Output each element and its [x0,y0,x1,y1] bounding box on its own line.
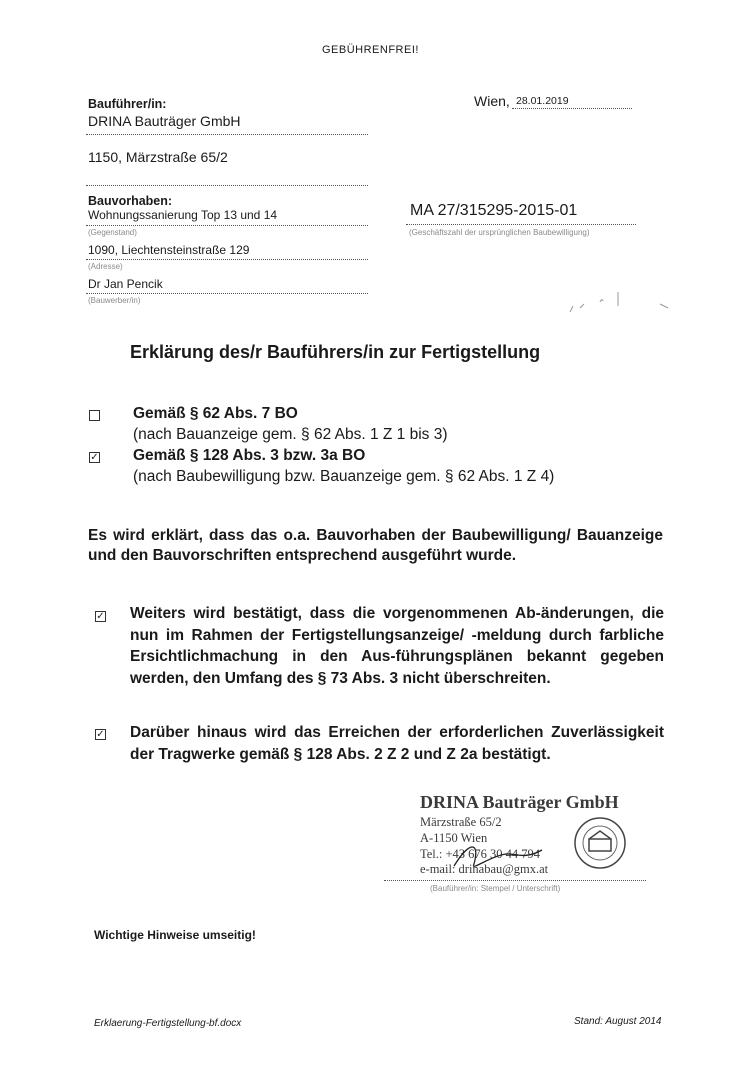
place-city: Wien, [474,93,510,109]
builder-address: 1150, Märzstraße 65/2 [88,149,228,165]
signature-caption: (Bauführer/in: Stempel / Unterschrift) [430,884,561,893]
stamp-city: A-1150 Wien [420,831,488,845]
project-address-line [86,259,368,260]
document-title: Erklärung des/r Bauführers/in zur Fertigstellung [130,342,541,362]
file-number-line [406,224,636,225]
important-notice: Wichtige Hinweise umseitig! [94,928,256,942]
signature-scribble [450,836,550,876]
builder-address-line [86,185,368,186]
declaration-text: Es wird erklärt, dass das o.a. Bauvorhaben der Baubewilligung/ Bauanzeige und den Bauvorschriften entsprechend ausgeführt wurde. [88,527,663,564]
stamp-company: DRINA Bauträger GmbH [420,792,619,812]
project-subject: Wohnungssanierung Top 13 und 14 [88,208,278,222]
stamp-phone: Tel.: +43 676 30 44 794 [420,847,541,861]
option-128-checkbox[interactable]: ✓ [90,452,99,463]
project-address-caption: (Adresse) [88,262,123,271]
project-label: Bauvorhaben: [88,194,173,208]
project-subject-line [86,225,368,226]
confirmation-2-text: Darüber hinaus wird das Erreichen der erforderlichen Zuverlässigkeit der Tragwerke gemäß § 128 Abs. 2 Z 2 und Z 2a bestätigt. [130,724,664,763]
option-128-title: Gemäß § 128 Abs. 3 bzw. 3a BO [133,447,366,464]
stamp-logo [572,815,628,871]
project-subject-caption: (Gegenstand) [88,228,137,237]
place-date: 28.01.2019 [516,95,569,107]
pen-marks [560,282,680,322]
confirmation-1-text: Weiters wird bestätigt, dass die vorgenommenen Ab-änderungen, die nun im Rahmen der Fertigstellungsanzeige/ -meldung durch farbliche Ersichtlichmachung in den Aus-führungsplänen bekannt gegeben werden, den Umfang des § 73 Abs. 3 nicht überschreiten. [130,605,664,687]
footer-filename: Erklaerung-Fertigstellung-bf.docx [94,1018,242,1029]
option-62-detail: (nach Bauanzeige gem. § 62 Abs. 1 Z 1 bis 3) [133,426,448,443]
project-address: 1090, Liechtensteinstraße 129 [88,243,250,257]
stamp-street: Märzstraße 65/2 [420,815,502,829]
option-128-detail: (nach Baubewilligung bzw. Bauanzeige gem. § 62 Abs. 1 Z 4) [133,468,555,485]
builder-name-line [86,134,368,135]
option-62-title: Gemäß § 62 Abs. 7 BO [133,405,298,422]
confirmation-1-checkbox[interactable]: ✓ [96,611,105,622]
project-owner: Dr Jan Pencik [88,277,163,291]
fee-note: GEBÜHRENFREI! [322,44,419,56]
footer-version: Stand: August 2014 [574,1016,662,1027]
builder-label: Bauführer/in: [88,97,167,111]
date-line [512,108,632,109]
option-62-checkbox[interactable] [89,410,100,421]
file-number-caption: (Geschäftszahl der ursprünglichen Baubewilligung) [409,228,590,237]
file-number: MA 27/315295-2015-01 [410,202,578,219]
project-owner-caption: (Bauwerber/in) [88,296,141,305]
signature-line [384,880,646,881]
stamp-email: e-mail: drinabau@gmx.at [420,862,549,876]
project-owner-line [86,293,368,294]
builder-name: DRINA Bauträger GmbH [88,113,241,129]
confirmation-2-checkbox[interactable]: ✓ [96,729,105,740]
